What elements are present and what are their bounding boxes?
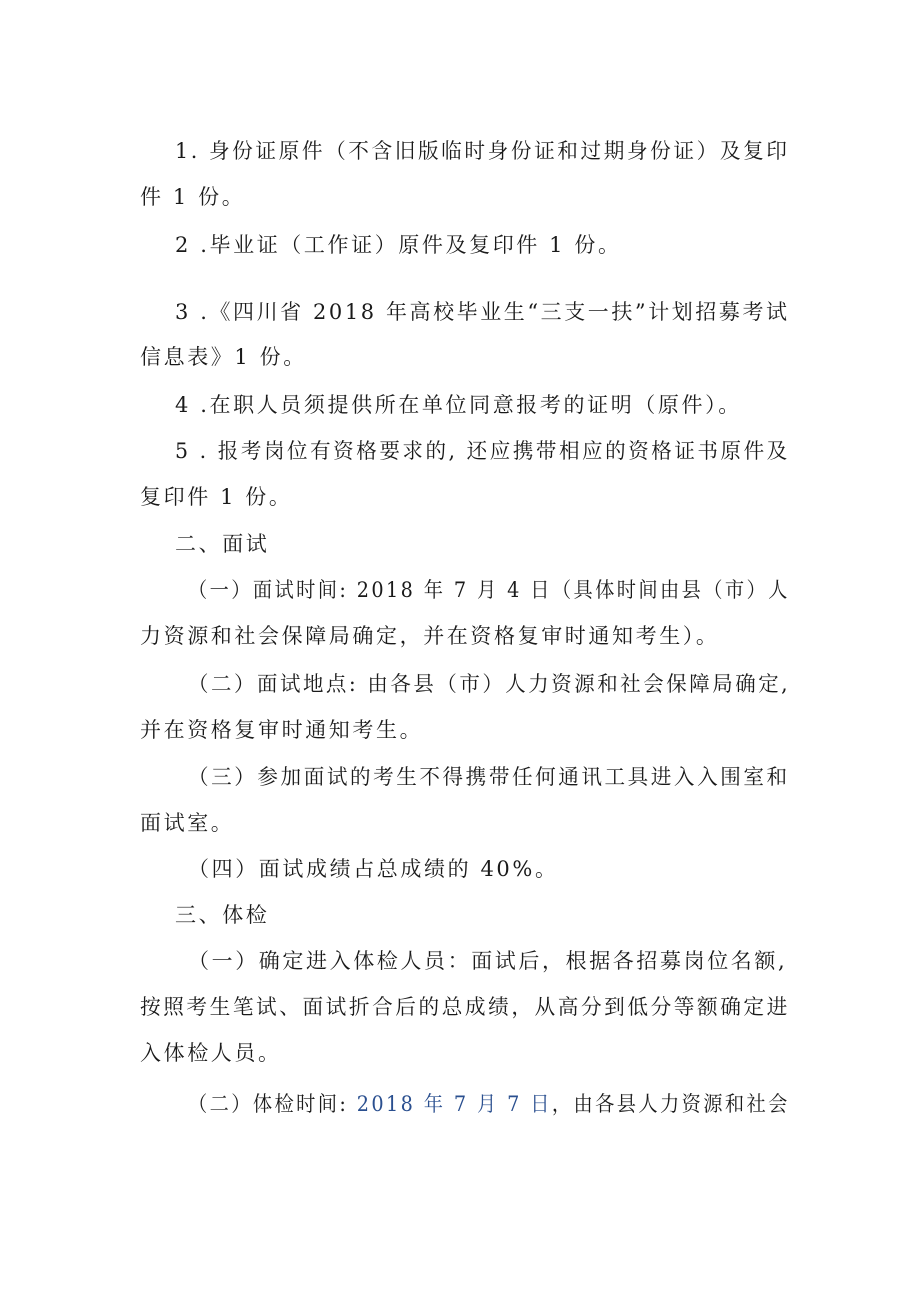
text-line: 复印件 1 份。 xyxy=(140,485,293,509)
text-line: 2 .毕业证（工作证）原件及复印件 1 份。 xyxy=(175,233,622,257)
text-line: （三）参加面试的考生不得携带任何通讯工具进入入围室和 xyxy=(188,765,790,789)
text-line: 面试室。 xyxy=(140,811,235,835)
date-text: 2018 年 7 月 7 日 xyxy=(356,1092,552,1116)
text-line: 力资源和社会保障局确定，并在资格复审时通知考生）。 xyxy=(140,624,720,648)
text-line: 按照考生笔试、面试折合后的总成绩，从高分到低分等额确定进 xyxy=(140,995,790,1019)
text-line: 入体检人员。 xyxy=(140,1041,282,1065)
text-fragment: ，由各县人力资源和社会 xyxy=(551,1092,790,1116)
text-line: 信息表》1 份。 xyxy=(140,345,307,369)
text-line xyxy=(188,1089,790,1119)
text-line: 并在资格复审时通知考生。 xyxy=(140,718,424,742)
text-line: （一）确定进入体检人员：面试后，根据各招募岗位名额, xyxy=(188,949,788,973)
text-line: 1. 身份证原件（不含旧版临时身份证和过期身份证）及复印 xyxy=(175,139,790,163)
text-fragment: （二）体检时间: xyxy=(188,1092,357,1116)
text-line: （一）面试时间: 2018 年 7 月 4 日（具体时间由县（市）人 xyxy=(188,578,790,602)
section-heading: 二、面试 xyxy=(175,532,270,556)
text-line: （二）面试地点: 由各县（市）人力资源和社会保障局确定, xyxy=(188,672,791,696)
text-line: 4 .在职人员须提供所在单位同意报考的证明（原件）。 xyxy=(175,393,742,417)
text-line: 3 .《四川省 2018 年高校毕业生“三支一扶”计划招募考试 xyxy=(175,300,790,324)
section-heading: 三、体检 xyxy=(175,903,270,927)
text-line: 5 . 报考岗位有资格要求的, 还应携带相应的资格证书原件及 xyxy=(175,439,790,463)
text-line: （四）面试成绩占总成绩的 40%。 xyxy=(188,857,559,881)
text-line: 件 1 份。 xyxy=(140,185,246,209)
